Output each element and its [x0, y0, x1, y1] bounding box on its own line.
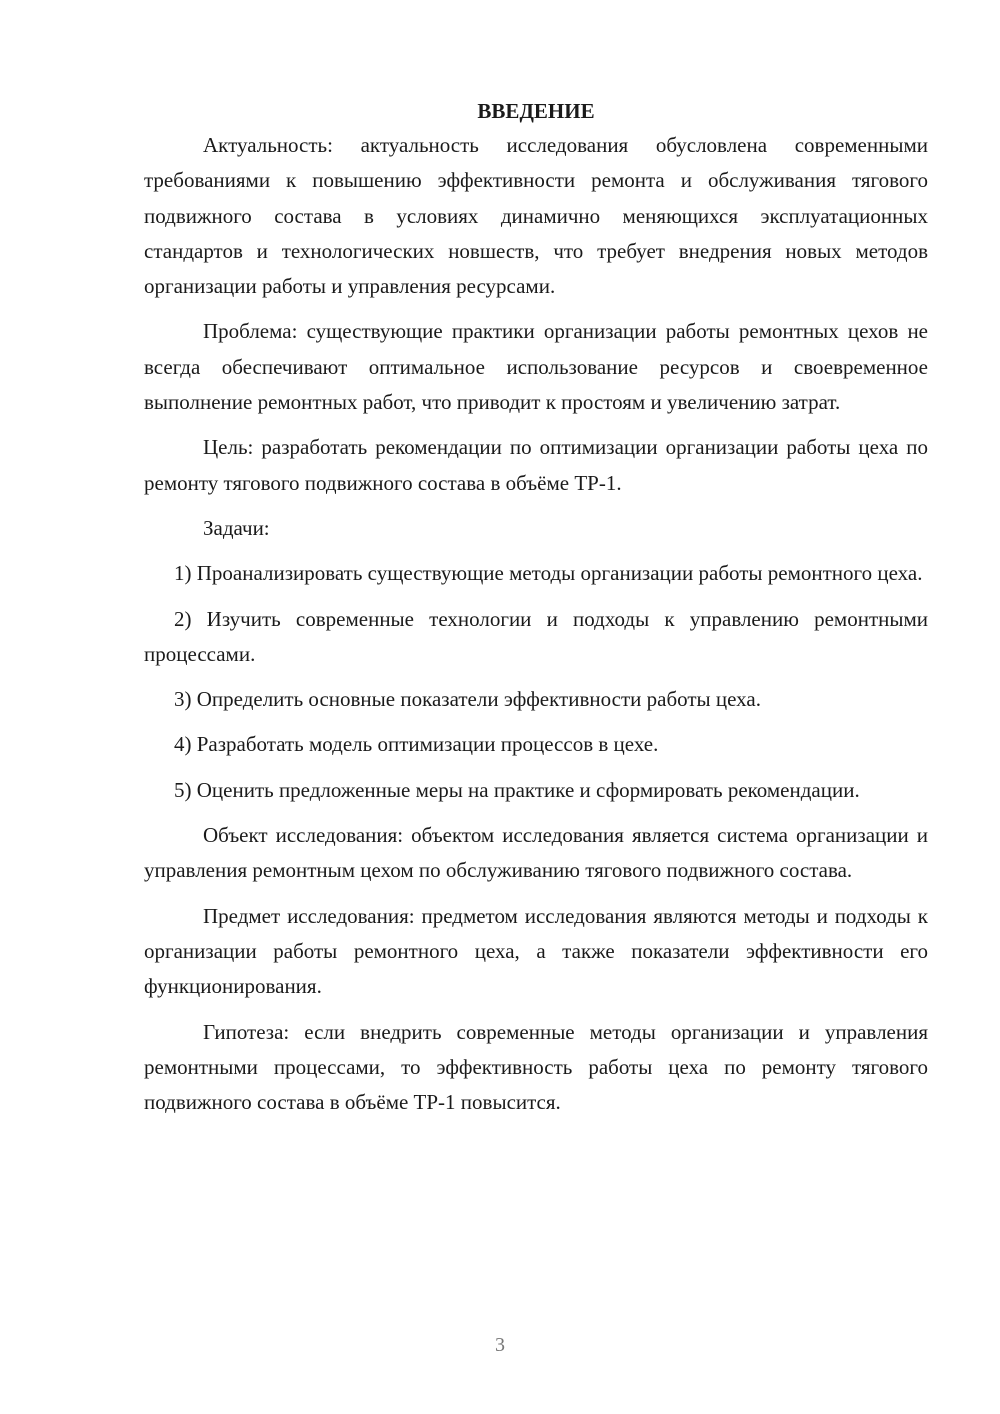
- task-item-3: 3) Определить основные показатели эффективности работы цеха.: [174, 687, 761, 712]
- paragraph-goal: Цель: разработать рекомендации по оптимизации организации работы цеха по ремонту тягового подвижного состава в объёме ТР-1.: [144, 435, 928, 495]
- paragraph-hypothesis: Гипотеза: если внедрить современные методы организации и управления ремонтными процессами, то эффективность работы цеха по ремонту тягового подвижного состава в объёме ТР-1 повысится.: [144, 1019, 928, 1115]
- paragraph-relevance: Актуальность: актуальность исследования обусловлена современными требованиями к повышению эффективности ремонта и обслуживания тягового подвижного состава в условиях динамично меняющихся эксплуатационных стандартов и технологических новшеств, что требует внедрения новых методов организации работы и управления ресурсами.: [144, 133, 928, 299]
- task-item-2: 2) Изучить современные технологии и подходы к управлению ремонтными процессами.: [144, 606, 928, 666]
- task-item-5: 5) Оценить предложенные меры на практике и сформировать рекомендации.: [174, 777, 860, 802]
- task-item-4: 4) Разработать модель оптимизации процессов в цехе.: [174, 732, 659, 757]
- paragraph-problem: Проблема: существующие практики организации работы ремонтных цехов не всегда обеспечивают оптимальное использование ресурсов и своевременное выполнение ремонтных работ, что приводит к простоям и увеличению затрат.: [144, 319, 928, 415]
- section-title: ВВЕДЕНИЕ: [477, 99, 595, 123]
- page-number: 3: [495, 1334, 505, 1356]
- document-page: [144, 96, 928, 1130]
- paragraph-tasks-heading: Задачи:: [203, 515, 270, 540]
- paragraph-object: Объект исследования: объектом исследования является система организации и управления ремонтным цехом по обслуживанию тягового подвижного состава.: [144, 823, 928, 883]
- task-item-1: 1) Проанализировать существующие методы организации работы ремонтного цеха.: [174, 561, 923, 586]
- paragraph-subject: Предмет исследования: предметом исследования являются методы и подходы к организации работы ремонтного цеха, а также показатели эффективности его функционирования.: [144, 903, 928, 999]
